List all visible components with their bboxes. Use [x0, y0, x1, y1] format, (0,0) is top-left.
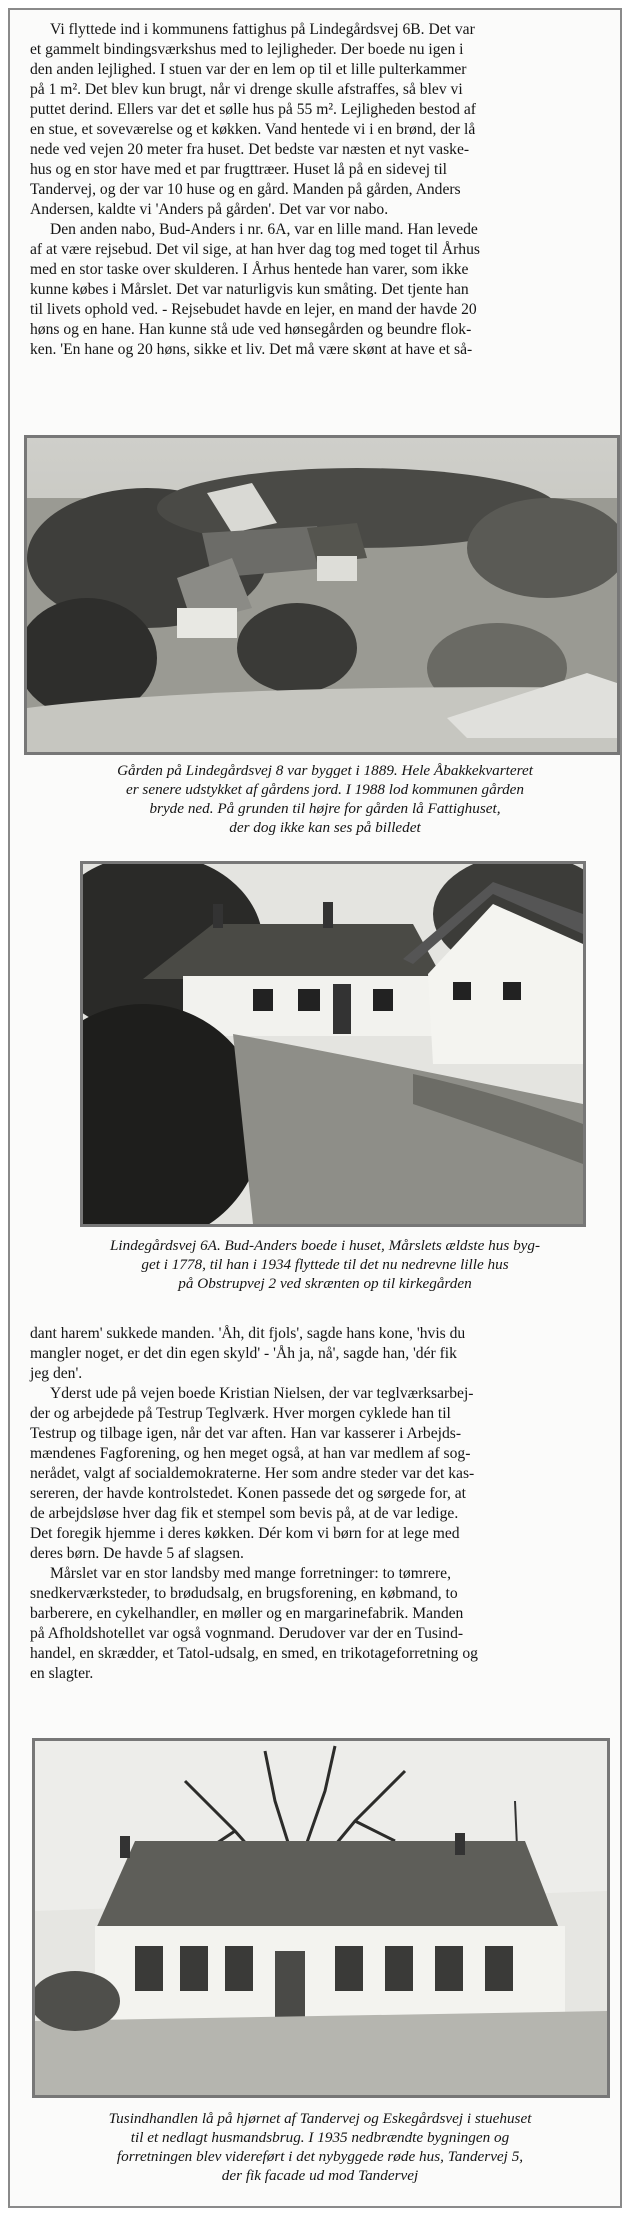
photo-2-caption — [40, 1236, 610, 1293]
caption-line: forretningen blev videreført i det nybyggede røde hus, Tandervej 5, — [116, 2148, 524, 2165]
text-line: til livets ophold ved. - Rejsebudet havde en lejer, en mand der havde 20 — [30, 301, 477, 318]
text-line: hus og en stor have med et par frugttræer. Huset lå på en sidevej til — [30, 161, 448, 178]
text-line: Det foregik hjemme i deres køkken. Dér kom vi børn for at lege med — [30, 1525, 460, 1542]
text-line: Mårslet var en stor landsby med mange forretninger: to tømrere, — [50, 1565, 451, 1582]
caption-line: til et nedlagt husmandsbrug. I 1935 nedbrændte bygningen og — [130, 2129, 510, 2146]
text-line: på 1 m². Det blev kun brugt, når vi drenge skulle afstraffes, så blev vi — [30, 81, 463, 98]
text-line: mangler noget, er det din egen skyld' - 'Åh ja, nå', sagde han, 'dér fik — [30, 1345, 457, 1362]
text-line: deres børn. De havde 5 af slagsen. — [30, 1545, 244, 1562]
text-line: med en stor taske over skulderen. I Århus hentede han varer, som ikke — [30, 261, 469, 278]
text-line: høns og en hane. Han kunne stå ude ved hønsegården og beundre flok- — [30, 321, 472, 338]
text-line: af at være rejsebud. Det vil sige, at han hver dag tog med toget til Århus — [30, 241, 480, 258]
text-line: Tandervej, og der var 10 huse og en gård. Manden på gården, Anders — [30, 181, 461, 198]
caption-line: bryde ned. På grunden til højre for gården lå Fattighuset, — [149, 800, 501, 817]
caption-line: Tusindhandlen lå på hjørnet af Tandervej og Eskegårdsvej i stuehuset — [108, 2110, 532, 2127]
text-line: Testrup og tilbage igen, når det var aften. Han var kasserer i Arbejds- — [30, 1425, 462, 1442]
tusindhandlen-photo — [32, 1738, 610, 2098]
text-line: snedkerværksteder, to brødudsalg, en brugsforening, en købmand, to — [30, 1585, 458, 1602]
text-line: ken. 'En hane og 20 høns, sikke et liv. Det må være skønt at have et så- — [30, 341, 473, 358]
text-line: den anden lejlighed. I stuen var der en lem op til et lille pulterkammer — [30, 61, 467, 78]
caption-line: der dog ikke kan ses på billedet — [229, 819, 421, 836]
text-line: en stue, et soveværelse og et køkken. Vand hentede vi i en brønd, der lå — [30, 121, 476, 138]
book-page — [8, 8, 622, 2208]
caption-line: der fik facade ud mod Tandervej — [221, 2167, 419, 2184]
text-line: mændenes Fagforening, og hen meget også, at han var medlem af sog- — [30, 1445, 471, 1462]
aerial-farm-photo — [24, 435, 620, 755]
text-line: puttet derind. Ellers var det et sølle hus på 55 m². Lejligheden bestod af — [30, 101, 476, 118]
caption-line: på Obstrupvej 2 ved skrænten op til kirkegården — [178, 1275, 472, 1292]
photo-3-caption — [30, 2109, 610, 2185]
thatched-house-photo — [80, 861, 586, 1227]
caption-line: er senere udstykket af gårdens jord. I 1988 lod kommunen gården — [125, 781, 525, 798]
text-block-1 — [30, 20, 620, 360]
text-line: et gammelt bindingsværkshus med to lejligheder. Der boede nu igen i — [30, 41, 464, 58]
text-line: dant harem' sukkede manden. 'Åh, dit fjols', sagde hans kone, 'hvis du — [30, 1325, 466, 1342]
text-line: Andersen, kaldte vi 'Anders på gården'. Det var vor nabo. — [30, 201, 389, 218]
text-line: jeg den'. — [30, 1365, 83, 1382]
text-line: Vi flyttede ind i kommunens fattighus på Lindegårdsvej 6B. Det var — [50, 21, 475, 38]
caption-line: Lindegårdsvej 6A. Bud-Anders boede i huset, Mårslets ældste hus byg- — [109, 1237, 541, 1254]
text-line: nerådet, valgt af socialdemokraterne. Her som andre steder var det kas- — [30, 1465, 475, 1482]
text-line: barberere, en cykelhandler, en møller og en margarinefabrik. Manden — [30, 1605, 464, 1622]
text-block-2 — [30, 1324, 620, 1684]
text-line: der og arbejdede på Testrup Teglværk. Hver morgen cyklede han til — [30, 1405, 451, 1422]
caption-line: Gården på Lindegårdsvej 8 var bygget i 1889. Hele Åbakkekvarteret — [117, 762, 533, 779]
text-line: Yderst ude på vejen boede Kristian Nielsen, der var teglværksarbej- — [50, 1385, 474, 1402]
text-line: en slagter. — [30, 1665, 94, 1682]
photo-1-caption — [50, 761, 600, 837]
text-line: kunne købes i Mårslet. Det var naturligvis kun småting. Det tjente han — [30, 281, 469, 298]
text-line: nede ved vejen 20 meter fra huset. Det bedste var næsten et nyt vaske- — [30, 141, 470, 158]
text-line: Den anden nabo, Bud-Anders i nr. 6A, var en lille mand. Han levede — [50, 221, 478, 238]
text-line: handel, en skrædder, et Tatol-udsalg, en smed, en trikotageforretning og — [30, 1645, 478, 1662]
text-line: sereren, der havde kontrolstedet. Konen passede det og sørgede for, at — [30, 1485, 466, 1502]
caption-line: get i 1778, til han i 1934 flyttede til det nu nedrevne lille hus — [141, 1256, 509, 1273]
text-line: de arbejdsløse hver dag fik et stempel som bevis på, at de var ledige. — [30, 1505, 459, 1522]
text-line: på Afholdshotellet var også vognmand. Derudover var der en Tusind- — [30, 1625, 464, 1642]
